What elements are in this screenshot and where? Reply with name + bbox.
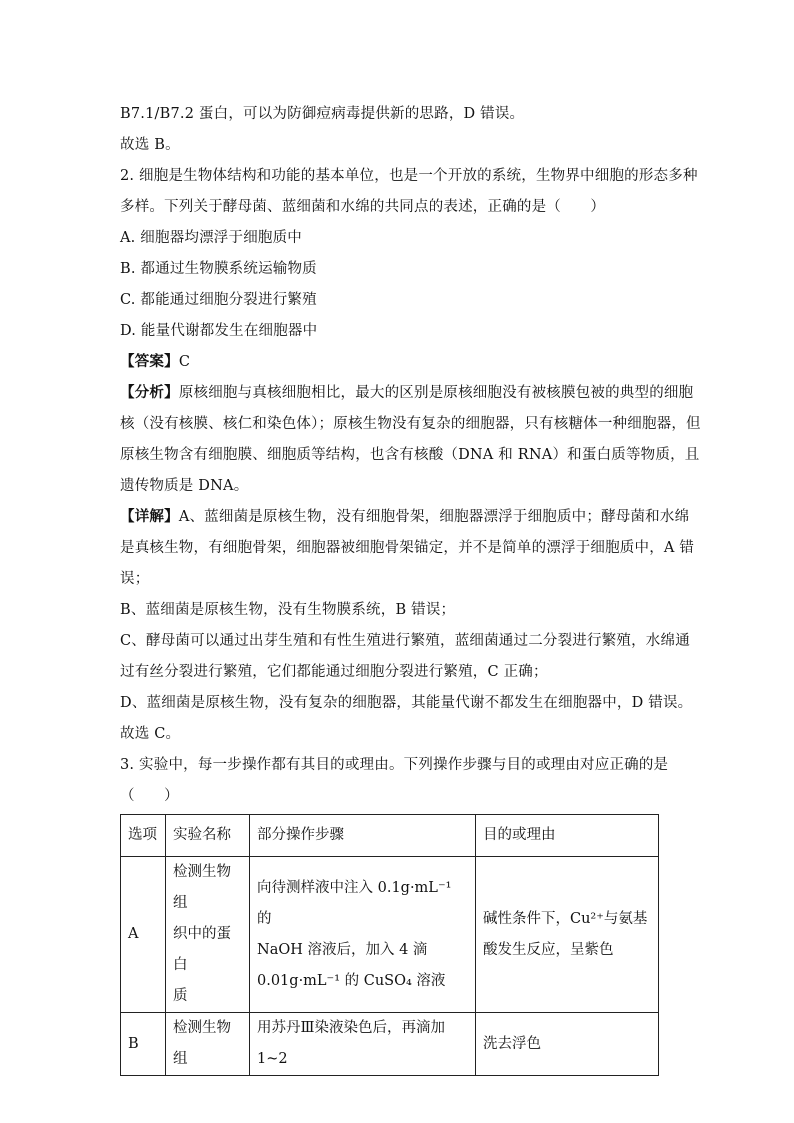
analysis-text: 遗传物质是 DNA。 (120, 478, 249, 494)
table-header-cell: 选项 (121, 815, 166, 857)
text-line: B7.1/B7.2 蛋白，可以为防御痘病毒提供新的思路，D 错误。 (120, 106, 525, 122)
answer-label: 【答案】 (120, 353, 179, 370)
detail-text: 过有丝分裂进行繁殖，它们都能通过细胞分裂进行繁殖，C 正确； (120, 664, 548, 680)
table-header-row (121, 815, 659, 857)
option-b: B. 都通过生物膜系统运输物质 (120, 261, 317, 277)
text-line: 故选 B。 (120, 137, 180, 153)
table-header-cell: 部分操作步骤 (250, 815, 476, 857)
detail-text: 误； (120, 571, 150, 587)
analysis-text: 核（没有核膜、核仁和染色体）；原核生物没有复杂的细胞器，只有核糖体一种细胞器，但 (120, 416, 701, 432)
question-3-stem: 3. 实验中，每一步操作都有其目的或理由。下列操作步骤与目的或理由对应正确的是 (120, 757, 669, 773)
table-row (121, 1013, 659, 1076)
analysis-line (120, 383, 693, 403)
table-cell: 向待测样液中注入 0.1g·mL⁻¹ 的 NaOH 溶液后，加入 4 滴 0.01g·mL⁻¹ 的 CuSO₄ 溶液 (250, 857, 476, 1013)
answer-line (120, 352, 190, 372)
table-cell: 碱性条件下，Cu²⁺与氨基 酸发生反应，呈紫色 (476, 857, 659, 1013)
analysis-text: 原核生物含有细胞膜、细胞质等结构，也含有核酸（DNA 和 RNA）和蛋白质等物质，且 (120, 447, 700, 463)
detail-label: 【详解】 (120, 508, 179, 525)
table-cell: 用苏丹Ⅲ染液染色后，再滴加 1~2 (250, 1013, 476, 1076)
question-2-stem-cont: 多样。下列关于酵母菌、蓝细菌和水绵的共同点的表述，正确的是（ ） (120, 199, 606, 215)
table-row (121, 857, 659, 1013)
analysis-text: 原核细胞与真核细胞相比，最大的区别是原核细胞没有被核膜包被的典型的细胞 (178, 385, 694, 401)
detail-text: 故选 C。 (120, 726, 181, 742)
options-table (120, 814, 659, 1076)
option-d: D. 能量代谢都发生在细胞器中 (120, 323, 318, 339)
detail-text: B、蓝细菌是原核生物，没有生物膜系统，B 错误； (120, 602, 456, 618)
detail-text: C、酵母菌可以通过出芽生殖和有性生殖进行繁殖，蓝细菌通过二分裂进行繁殖，水绵通 (120, 633, 690, 649)
table-cell: 洗去浮色 (476, 1013, 659, 1076)
table-header-cell: 目的或理由 (476, 815, 659, 857)
table-header-cell: 实验名称 (166, 815, 250, 857)
table-cell: B (121, 1013, 166, 1076)
option-a: A. 细胞器均漂浮于细胞质中 (120, 230, 302, 246)
detail-text: A、蓝细菌是原核生物，没有细胞骨架，细胞器漂浮于细胞质中；酵母菌和水绵 (178, 509, 690, 525)
detail-text: D、蓝细菌是原核生物，没有复杂的细胞器，其能量代谢不都发生在细胞器中，D 错误。 (120, 695, 693, 711)
analysis-label: 【分析】 (120, 384, 179, 401)
table-cell: 检测生物组 (166, 1013, 250, 1076)
table-cell: 检测生物组 织中的蛋白 质 (166, 857, 250, 1013)
detail-text: 是真核生物，有细胞骨架，细胞器被细胞骨架锚定，并不是简单的漂浮于细胞质中，A 错 (120, 540, 695, 556)
answer-value: C (178, 354, 191, 370)
detail-line (120, 507, 689, 527)
table-cell: A (121, 857, 166, 1013)
option-c: C. 都能通过细胞分裂进行繁殖 (120, 292, 317, 308)
question-3-blank: （ ） (120, 788, 179, 804)
question-2-stem: 2. 细胞是生物体结构和功能的基本单位，也是一个开放的系统，生物界中细胞的形态多种 (120, 168, 698, 184)
